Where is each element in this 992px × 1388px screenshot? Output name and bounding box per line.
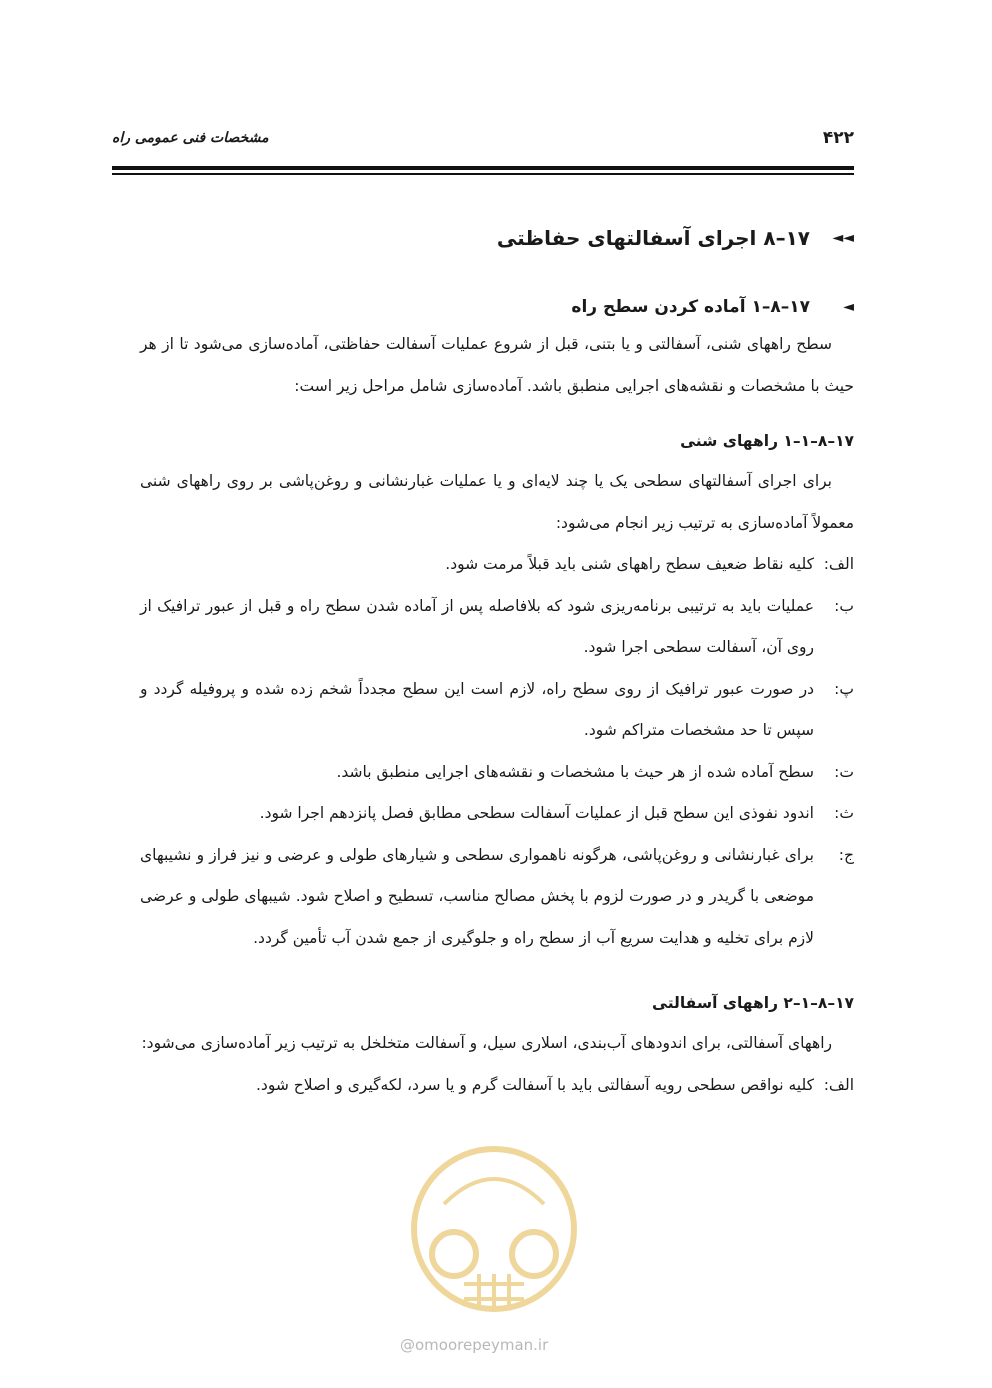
- gravel-roads-heading: ۱۷–۸–۱–۱ راههای شنی: [680, 432, 854, 450]
- list-item-label: الف:: [823, 555, 854, 573]
- section-heading: [140, 218, 854, 258]
- subsection-heading: [140, 290, 854, 324]
- asphalt-roads-intro: راههای آسفالتی، برای اندودهای آب‌بندی، اسلاری سیل، و آسفالت متخلخل به ترتیب زیر آماده‌سازی می‌شود:: [141, 1034, 832, 1052]
- list-item-label: ث:: [834, 804, 854, 822]
- gravel-roads-intro: برای اجرای آسفالتهای سطحی یک یا چند لایه‌ای و یا عملیات غبارنشانی و روغن‌پاشی بر روی راههای شنی معمولاً آماده‌سازی به ترتیب زیر انجام می‌شود:: [140, 472, 854, 532]
- double-arrow-icon: ◄◄: [832, 230, 854, 246]
- section-title: ۱۷–۸ اجرای آسفالتهای حفاظتی: [496, 226, 810, 250]
- list-item: [140, 669, 854, 752]
- page-number: ۴۲۲: [822, 128, 854, 148]
- list-item-text: کلیه نواقص سطحی رویه آسفالتی باید با آسفالت گرم و یا سرد، لکه‌گیری و اصلاح شود.: [255, 1075, 814, 1094]
- list-item-text: برای غبارنشانی و روغن‌پاشی، هرگونه ناهمواری سطحی و شیارهای طولی و عرضی و نیز فراز و نشیبهای موضعی با گریدر و در صورت لزوم با پخش مصالح مناسب، تسطیح و اصلاح شود. شیبهای طولی و عرضی لازم برای تخلیه و هدایت سریع آب از سطح راه و جلوگیری از جمع شدن آب تأمین گردد.: [140, 845, 814, 947]
- list-item: [140, 793, 854, 835]
- watermark-url: @omoorepeyman.ir: [400, 1336, 549, 1354]
- list-item: [140, 1065, 854, 1107]
- arrow-icon: ◄: [843, 299, 854, 315]
- list-item-label: ج:: [838, 845, 854, 864]
- list-item: [140, 586, 854, 669]
- header-rule-thin: [112, 173, 854, 175]
- asphalt-roads-heading: ۱۷–۸–۱–۲ راههای آسفالتی: [652, 994, 854, 1012]
- list-item-text: کلیه نقاط ضعیف سطح راههای شنی باید قبلاً مرمت شود.: [445, 555, 814, 573]
- running-title: مشخصات فنی عمومی راه: [112, 130, 269, 146]
- list-item: [140, 835, 854, 960]
- header-rule-thick: [112, 166, 854, 170]
- list-item-label: الف:: [823, 1075, 854, 1094]
- gravel-roads-list: [140, 544, 854, 959]
- list-item-text: عملیات باید به ترتیبی برنامه‌ریزی شود که بلافاصله پس از آماده شدن سطح راه و قبل از عبور ترافیک از روی آن، آسفالت سطحی اجرا شود.: [140, 596, 814, 656]
- list-item-label: پ:: [834, 679, 854, 698]
- list-item-label: ت:: [834, 762, 854, 781]
- list-item-text: در صورت عبور ترافیک از روی سطح راه، لازم است این سطح مجدداً شخم زده شده و پروفیله گردد و سپس تا حد مشخصات متراکم شود.: [140, 679, 814, 739]
- watermark-logo-icon: [384, 1134, 604, 1324]
- page-header: [112, 128, 854, 158]
- list-item-text: اندود نفوذی این سطح قبل از عملیات آسفالت سطحی مطابق فصل پانزدهم اجرا شود.: [259, 804, 814, 822]
- list-item-label: ب:: [834, 596, 854, 615]
- subsection-title: ۱۷–۸–۱ آماده کردن سطح راه: [571, 297, 810, 317]
- asphalt-roads-list: [140, 1065, 854, 1107]
- page-content: [140, 218, 854, 1106]
- subsection-intro: سطح راههای شنی، آسفالتی و یا بتنی، قبل از شروع عملیات آسفالت حفاظتی، آماده‌سازی می‌شود تا از هر حیث با مشخصات و نقشه‌های اجرایی منطبق باشد. آماده‌سازی شامل مراحل زیر است:: [140, 335, 854, 395]
- list-item-text: سطح آماده شده از هر حیث با مشخصات و نقشه‌های اجرایی منطبق باشد.: [336, 762, 814, 781]
- list-item: [140, 544, 854, 586]
- list-item: [140, 752, 854, 794]
